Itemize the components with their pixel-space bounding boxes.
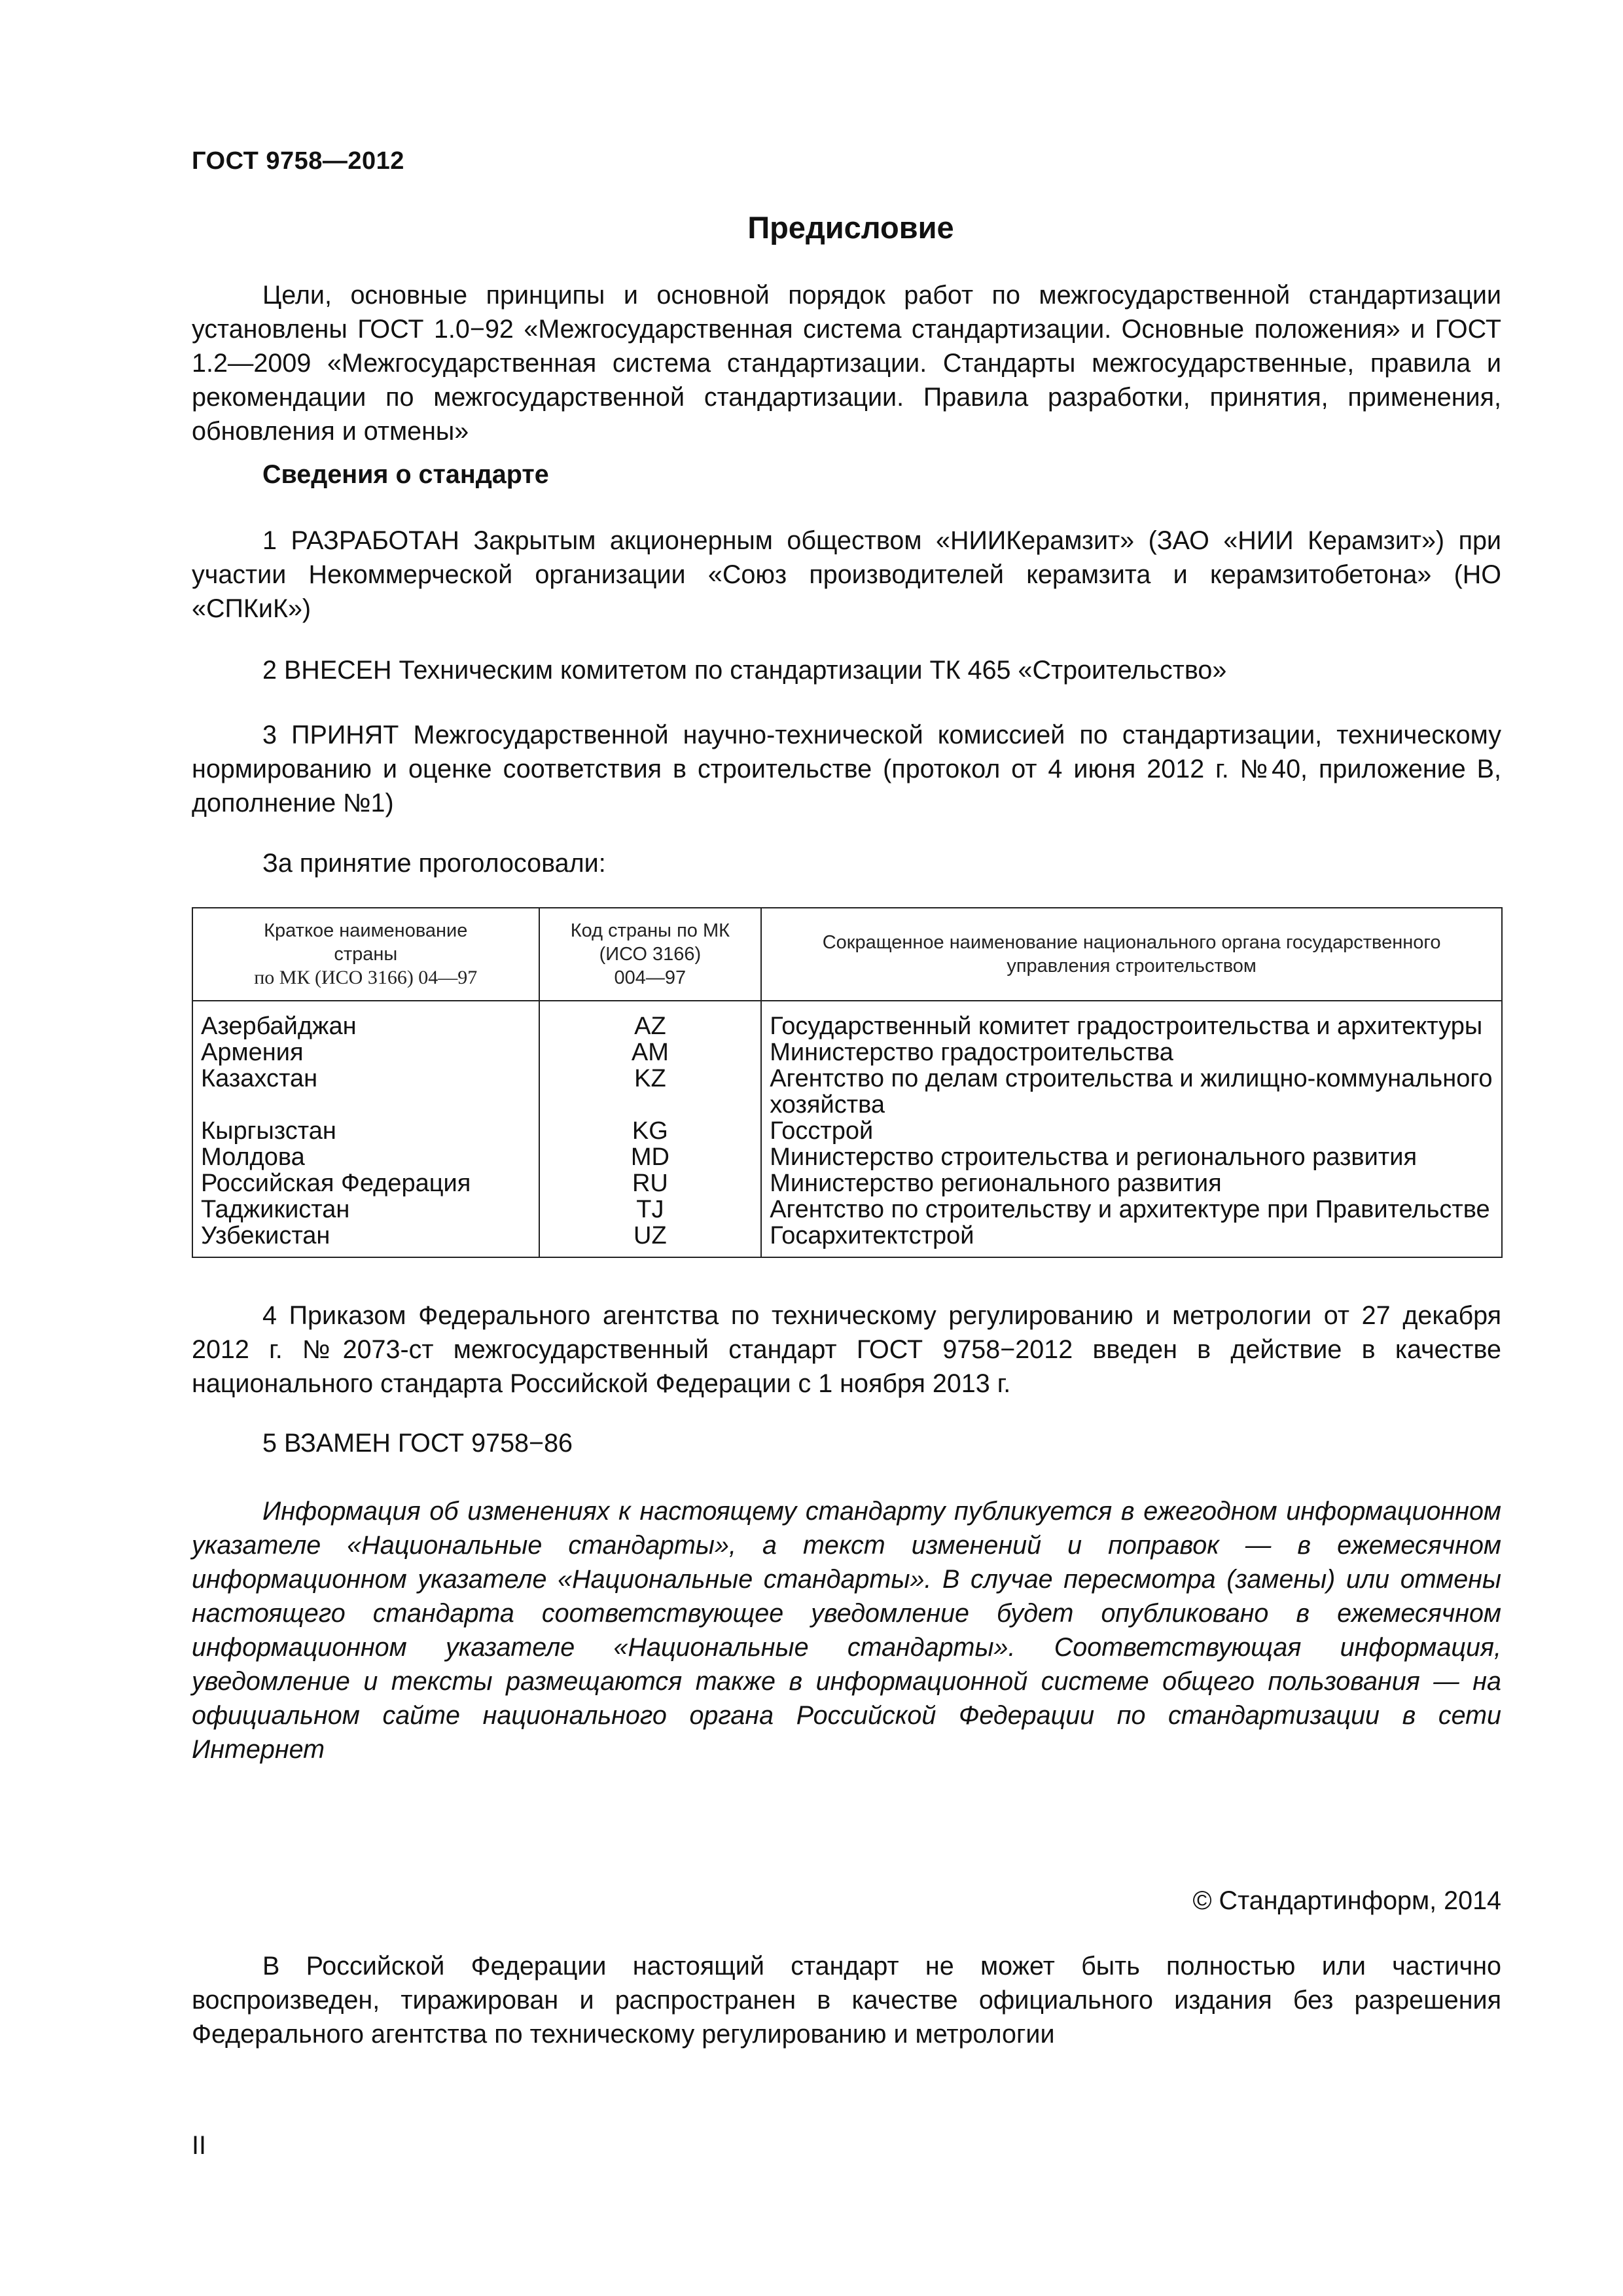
countries-table [192,907,1503,1258]
item-4-text: 4 Приказом Федерального агентства по техническому регулированию и метрологии от 27 декабря 2012 г. №2073-ст межгосударственный стандарт ГОСТ 9758−2012 введен в действие в качестве национального стандарта Российской Федерации с 1 ноября 2013 г. [192,1301,1501,1398]
col2-header-line3: 004—97 [614,967,687,988]
col1-header-line1: Краткое наименование [264,920,468,941]
code-cell: AM [539,1039,762,1066]
country-cell: Казахстан [192,1066,539,1118]
code-cell: UZ [539,1223,762,1257]
code-cell: KG [539,1118,762,1144]
code-cell: TJ [539,1196,762,1223]
code-cell: MD [539,1144,762,1170]
country-cell: Кыргызстан [192,1118,539,1144]
info-note-paragraph [192,1494,1501,1767]
item-1-paragraph [192,524,1501,626]
country-cell: Российская Федерация [192,1170,539,1196]
document-header: ГОСТ 9758—2012 [192,147,404,175]
table-row [192,1170,1502,1196]
col1-header-line3: по МК (ИСО 3166) 04—97 [254,967,478,988]
page-number: II [192,2131,206,2160]
country-cell: Узбекистан [192,1223,539,1257]
table-row [192,1118,1502,1144]
table-row [192,1001,1502,1039]
column-header-body: Сокращенное наименование национального органа государственного управления строительством [761,908,1502,1001]
body-cell: Агентство по делам строительства и жилищно-коммунального хозяйства [761,1066,1502,1118]
body-cell: Министерство регионального развития [761,1170,1502,1196]
page-title: Предисловие [747,210,954,245]
country-cell: Молдова [192,1144,539,1170]
table-row [192,1196,1502,1223]
country-cell: Армения [192,1039,539,1066]
item-1-text: 1 РАЗРАБОТАН Закрытым акционерным обществом «НИИКерамзит» (ЗАО «НИИ Керамзит») при участии Некоммерческой организации «Союз производителей керамзита и керамзитобетона» (НО «СПКиК») [192,526,1501,623]
column-header-code [539,908,762,1001]
col1-header-line2: страны [334,944,398,965]
item-3-paragraph [192,718,1501,820]
body-cell: Госархитектстрой [761,1223,1502,1257]
table-row [192,1144,1502,1170]
code-cell: AZ [539,1001,762,1039]
code-cell: RU [539,1170,762,1196]
table-row [192,1066,1502,1118]
body-cell: Агентство по строительству и архитектуре при Правительстве [761,1196,1502,1223]
legal-paragraph [192,1949,1501,2051]
body-cell: Государственный комитет градостроительства и архитектуры [761,1001,1502,1039]
item-3-text: 3 ПРИНЯТ Межгосударственной научно-технической комиссией по стандартизации, техническому нормированию и оценке соответствия в строительстве (протокол от 4 июня 2012 г. №40, приложение В, дополнение №1) [192,721,1501,817]
intro-paragraph [192,278,1501,448]
body-cell: Госстрой [761,1118,1502,1144]
intro-text: Цели, основные принципы и основной порядок работ по межгосударственной стандартизации установлены ГОСТ 1.0−92 «Межгосударственная система стандартизации. Основные положения» и ГОСТ 1.2—2009 «Межгосударственная система стандартизации. Стандарты межгосударственные, правила и рекомендации по межгосударственной стандартизации. Правила разработки, принятия, применения, обновления и отмены» [192,281,1501,446]
item-5-paragraph: 5 ВЗАМЕН ГОСТ 9758−86 [262,1429,573,1458]
item-4-paragraph [192,1299,1501,1401]
info-heading: Сведения о стандарте [262,460,549,489]
country-cell: Азербайджан [192,1001,539,1039]
col2-header-line1: Код страны по МК [570,920,730,941]
table-row [192,1039,1502,1066]
code-cell: KZ [539,1066,762,1118]
column-header-country [192,908,539,1001]
body-cell: Министерство градостроительства [761,1039,1502,1066]
table-row [192,1223,1502,1257]
info-note-text: Информация об изменениях к настоящему стандарту публикуется в ежегодном информационном указателе «Национальные стандарты», а текст изменений и поправок — в ежемесячном информационном указателе «Национальные стандарты». В случае пересмотра (замены) или отмены настоящего стандарта соответствующее уведомление будет опубликовано в ежемесячном информационном указателе «Национальные стандарты». Соответствующая информация, уведомление и тексты размещаются также в информационной системе общего пользования — на официальном сайте национального органа Российской Федерации по стандартизации в сети Интернет [192,1497,1501,1764]
table-header-row [192,908,1502,1001]
country-cell: Таджикистан [192,1196,539,1223]
vote-label: За принятие проголосовали: [262,849,606,878]
col2-header-line2: (ИСО 3166) [599,944,702,965]
item-2-paragraph: 2 ВНЕСЕН Техническим комитетом по стандартизации ТК 465 «Строительство» [262,656,1227,685]
copyright-line: © Стандартинформ, 2014 [1192,1886,1501,1915]
body-cell: Министерство строительства и регионального развития [761,1144,1502,1170]
legal-text: В Российской Федерации настоящий стандарт не может быть полностью или частично воспроизведен, тиражирован и распространен в качестве официального издания без разрешения Федерального агентства по техническому регулированию и метрологии [192,1952,1501,2049]
